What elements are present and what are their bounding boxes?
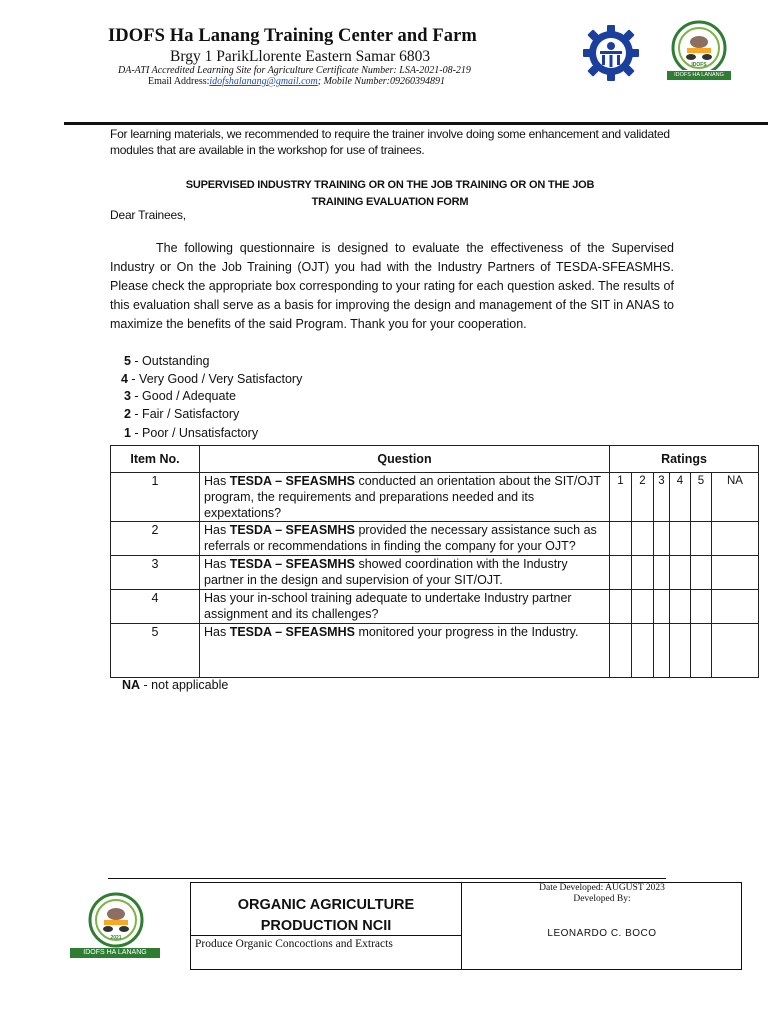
item-number: 2 (111, 522, 200, 556)
question-text: Has your in-school training adequate to undertake Industry partner assignment and its challenges? (200, 590, 610, 624)
footer-cell-divider (191, 935, 461, 936)
idofs-footer-banner: IDOFS HA LANANG (70, 948, 160, 958)
rating-box-3[interactable] (654, 624, 670, 678)
rating-4-label: 4 (670, 473, 691, 522)
contact-line (148, 76, 445, 87)
table-row (111, 473, 759, 522)
intro-note: For learning materials, we recommended to require the trainer involve doing some enhancement and validated modules that are available in the workshop for use of trainees. (110, 127, 670, 157)
rating-na-label: NA (712, 473, 759, 522)
developer-name: LEONARDO C. BOCO (547, 928, 657, 939)
scale-item-1: 1 - Poor / Unsatisfactory (124, 426, 259, 440)
center-address: Brgy 1 ParikLlorente Eastern Samar 6803 (170, 48, 431, 65)
question-text: Has TESDA – SFEASMHS provided the necessary assistance such as referrals or recommendations in finding the company for your OJT? (200, 522, 610, 556)
table-row (111, 624, 759, 678)
table-header-row (111, 446, 759, 473)
module-title: Produce Organic Concoctions and Extracts (195, 938, 393, 950)
rating-box-1[interactable] (610, 590, 632, 624)
footer-divider (108, 878, 666, 879)
question-text: Has TESDA – SFEASMHS conducted an orientation about the SIT/OJT program, the requirements and preparations needed and its expextations? (200, 473, 610, 522)
rating-1-label: 1 (610, 473, 632, 522)
form-title-line2: TRAINING EVALUATION FORM (311, 196, 469, 208)
greeting: Dear Trainees, (110, 208, 186, 222)
accreditation-line: DA-ATI Accredited Learning Site for Agriculture Certificate Number: LSA-2021-08-219 (118, 65, 471, 76)
na-note: NA - not applicable (122, 678, 229, 692)
rating-box-3[interactable] (654, 556, 670, 590)
table-row (111, 556, 759, 590)
rating-box-1[interactable] (610, 624, 632, 678)
rating-box-3[interactable] (654, 522, 670, 556)
scale-item-4: 4 - Very Good / Very Satisfactory (121, 372, 303, 386)
table-row (111, 590, 759, 624)
rating-box-5[interactable] (691, 522, 712, 556)
header-divider (64, 122, 768, 125)
item-number: 5 (111, 624, 200, 678)
rating-box-na[interactable] (712, 624, 759, 678)
date-developed: Date Developed: AUGUST 2023 (539, 883, 665, 893)
rating-box-1[interactable] (610, 556, 632, 590)
rating-box-4[interactable] (670, 590, 691, 624)
rating-box-na[interactable] (712, 522, 759, 556)
tesda-logo-icon (580, 22, 642, 84)
rating-box-2[interactable] (632, 522, 654, 556)
developed-by-label: Developed By: (573, 894, 631, 904)
rating-box-2[interactable] (632, 590, 654, 624)
rating-box-5[interactable] (691, 590, 712, 624)
idofs-banner: IDOFS HA LANANG (666, 70, 732, 81)
course-title-line2: PRODUCTION NCII (260, 918, 392, 934)
rating-box-2[interactable] (632, 556, 654, 590)
item-number: 4 (111, 590, 200, 624)
center-title: IDOFS Ha Lanang Training Center and Farm (108, 26, 477, 46)
header-ratings: Ratings (610, 446, 759, 473)
footer-logo-year: 2021 (110, 935, 122, 941)
item-number: 1 (111, 473, 200, 522)
rating-5-label: 5 (691, 473, 712, 522)
rating-box-4[interactable] (670, 556, 691, 590)
mobile-number: 09260394891 (389, 76, 445, 87)
question-text: Has TESDA – SFEASMHS showed coordination with the Industry partner in the design and supervision of your SIT/OJT. (200, 556, 610, 590)
rating-box-5[interactable] (691, 556, 712, 590)
form-title (110, 177, 670, 211)
rating-2-label: 2 (632, 473, 654, 522)
rating-box-5[interactable] (691, 624, 712, 678)
course-title (191, 895, 461, 937)
question-text: Has TESDA – SFEASMHS monitored your progress in the Industry. (200, 624, 610, 678)
email-link[interactable]: idofshalanang@gmail.com (209, 76, 318, 87)
footer-box (190, 882, 742, 970)
rating-box-3[interactable] (654, 590, 670, 624)
header-question: Question (200, 446, 610, 473)
item-number: 3 (111, 556, 200, 590)
logo-ring-text: IDOFS (691, 62, 707, 68)
scale-item-3: 3 - Good / Adequate (124, 389, 236, 403)
scale-item-5: 5 - Outstanding (124, 354, 210, 368)
idofs-footer-logo-icon (84, 892, 148, 952)
rating-box-na[interactable] (712, 590, 759, 624)
rating-box-4[interactable] (670, 522, 691, 556)
rating-box-1[interactable] (610, 522, 632, 556)
form-title-line1: SUPERVISED INDUSTRY TRAINING OR ON THE JOB TRAINING OR ON THE JOB (185, 179, 595, 191)
course-title-line1: ORGANIC AGRICULTURE (237, 897, 415, 913)
mobile-label: ; Mobile Number: (317, 76, 390, 87)
rating-box-na[interactable] (712, 556, 759, 590)
header-item-no: Item No. (111, 446, 200, 473)
rating-box-4[interactable] (670, 624, 691, 678)
table-row (111, 522, 759, 556)
email-label: Email Address: (148, 76, 210, 87)
instructions-paragraph: The following questionnaire is designed to evaluate the effectiveness of the Supervised Industry or On the Job Training (OJT) you had with the Industry Partners of TESDA-SFEASMHS. Please check the appropriate box corresponding to your rating for each question asked. The results of this evaluation shall serve as a basis for improving the design and management of the SIT in ANAS to maximize the benefits of the said Program. Thank you for your cooperation. (110, 241, 674, 331)
scale-item-2: 2 - Fair / Satisfactory (124, 407, 240, 421)
evaluation-table (110, 445, 759, 678)
footer-course-cell (191, 883, 462, 969)
rating-3-label: 3 (654, 473, 670, 522)
rating-box-2[interactable] (632, 624, 654, 678)
